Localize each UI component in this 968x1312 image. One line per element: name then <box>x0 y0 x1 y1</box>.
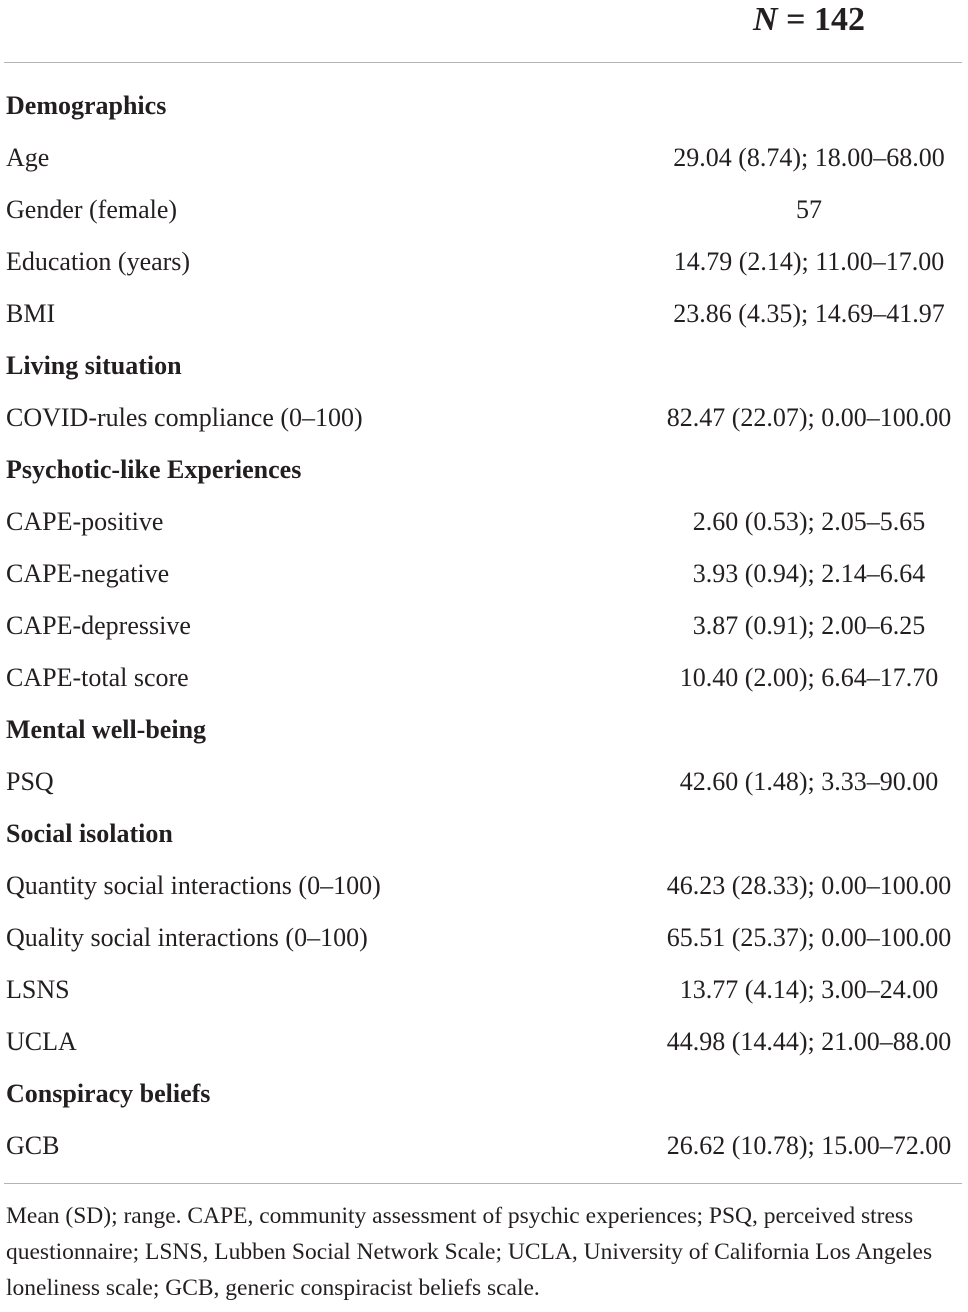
row-label: UCLA <box>6 1027 77 1056</box>
section-row-psychotic-like-experiences <box>0 444 968 496</box>
row-label: Mental well-being <box>6 715 207 744</box>
row-label: CAPE-negative <box>6 559 170 588</box>
row-value: 2.60 (0.53); 2.05–5.65 <box>692 507 926 536</box>
table-row <box>0 548 968 600</box>
row-label: Psychotic-like Experiences <box>6 455 302 484</box>
table-row <box>0 600 968 652</box>
table-row <box>0 964 968 1016</box>
section-row-mental-well-being <box>0 704 968 756</box>
row-value: 3.87 (0.91); 2.00–6.25 <box>692 611 926 640</box>
row-label: CAPE-positive <box>6 507 164 536</box>
row-value: 44.98 (14.44); 21.00–88.00 <box>666 1027 952 1056</box>
footnote-divider <box>4 1183 962 1184</box>
table-row <box>0 288 968 340</box>
row-label: CAPE-total score <box>6 663 189 692</box>
row-label: CAPE-depressive <box>6 611 191 640</box>
row-value: 82.47 (22.07); 0.00–100.00 <box>666 403 952 432</box>
table-row <box>0 652 968 704</box>
row-value: 13.77 (4.14); 3.00–24.00 <box>679 975 939 1004</box>
descriptives-table <box>0 80 968 1172</box>
row-label: BMI <box>6 299 56 328</box>
row-label: Conspiracy beliefs <box>6 1079 211 1108</box>
row-value: 10.40 (2.00); 6.64–17.70 <box>679 663 939 692</box>
section-row-demographics <box>0 80 968 132</box>
row-label: PSQ <box>6 767 54 796</box>
table-row <box>0 860 968 912</box>
row-label: Education (years) <box>6 247 191 276</box>
row-label: Living situation <box>6 351 182 380</box>
table-row <box>0 756 968 808</box>
row-value: 26.62 (10.78); 15.00–72.00 <box>666 1131 952 1160</box>
header-divider <box>4 62 962 63</box>
row-label: Social isolation <box>6 819 173 848</box>
table-row <box>0 1120 968 1172</box>
row-value: 42.60 (1.48); 3.33–90.00 <box>679 767 939 796</box>
table-row <box>0 1016 968 1068</box>
table-row <box>0 236 968 288</box>
row-value: 65.51 (25.37); 0.00–100.00 <box>666 923 952 952</box>
row-value: 46.23 (28.33); 0.00–100.00 <box>666 871 952 900</box>
row-label: COVID-rules compliance (0–100) <box>6 403 363 432</box>
row-label: GCB <box>6 1131 60 1160</box>
section-row-conspiracy-beliefs <box>0 1068 968 1120</box>
row-label: Quality social interactions (0–100) <box>6 923 368 952</box>
n-value: = 142 <box>777 1 865 38</box>
n-symbol: N <box>753 1 778 38</box>
row-value: 23.86 (4.35); 14.69–41.97 <box>673 299 945 328</box>
row-label: Quantity social interactions (0–100) <box>6 871 381 900</box>
section-row-social-isolation <box>0 808 968 860</box>
table-row <box>0 392 968 444</box>
row-label: Age <box>6 143 50 172</box>
table-row <box>0 496 968 548</box>
row-value: 29.04 (8.74); 18.00–68.00 <box>673 143 945 172</box>
table-row <box>0 132 968 184</box>
row-label: Demographics <box>6 91 167 120</box>
row-value: 3.93 (0.94); 2.14–6.64 <box>692 559 926 588</box>
table-footnote: Mean (SD); range. CAPE, community assessment of psychic experiences; PSQ, perceived stress questionnaire; LSNS, Lubben Social Network Scale; UCLA, University of California Los Angeles loneliness scale; GCB, generic conspiracist beliefs scale. <box>6 1203 933 1301</box>
row-value: 57 <box>796 195 822 224</box>
section-row-living-situation <box>0 340 968 392</box>
row-label: LSNS <box>6 975 70 1004</box>
column-header-sample-size <box>650 0 968 40</box>
table-row <box>0 184 968 236</box>
table-row <box>0 912 968 964</box>
row-label: Gender (female) <box>6 195 178 224</box>
row-value: 14.79 (2.14); 11.00–17.00 <box>673 247 945 276</box>
